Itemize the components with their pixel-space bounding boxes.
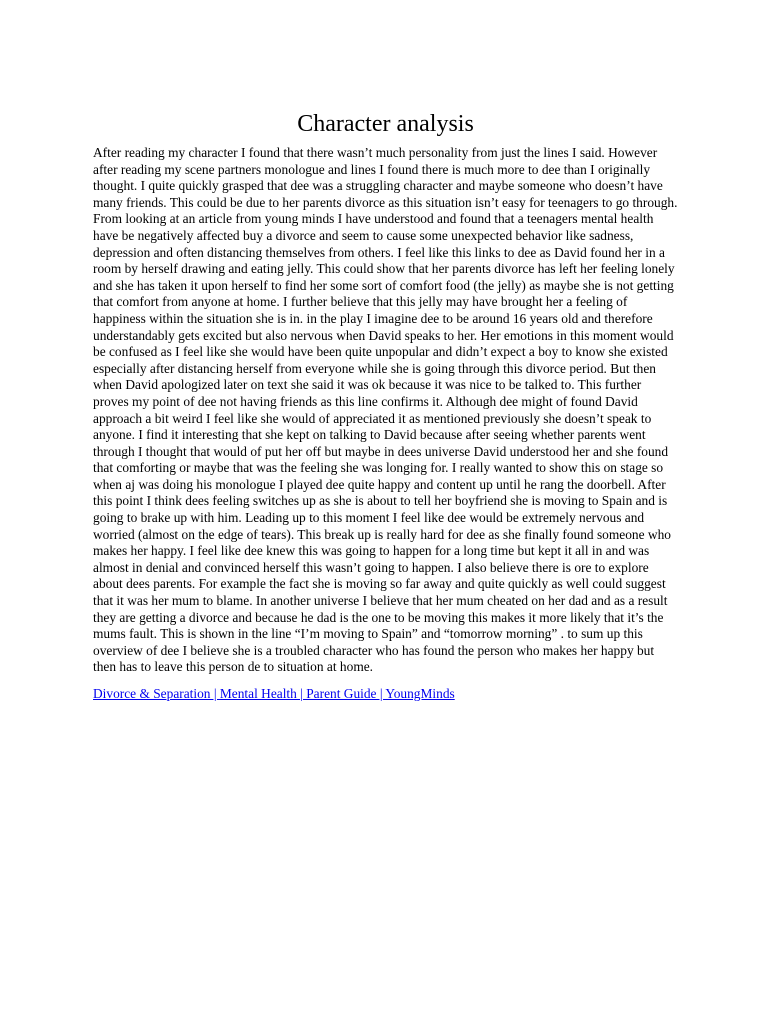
youngminds-link[interactable]: Divorce & Separation | Mental Health | Parent Guide | YoungMinds — [93, 686, 455, 701]
body-paragraph: After reading my character I found that there wasn’t much personality from just the lines I said. However after reading my scene partners monologue and lines I found there is much more to dee than I originally thought. I quite quickly grasped that dee was a struggling character and maybe someone who doesn’t have many friends. This could be due to her parents divorce as this situation isn’t easy for teenagers to go through. From looking at an article from young minds I have understood and found that a teenagers mental health have be negatively affected buy a divorce and seem to cause some unexpected behavior like sadness, depression and often distancing themselves from others. I feel like this links to dee as David found her in a room by herself drawing and eating jelly. This could show that her parents divorce has left her feeling lonely and she has taken it upon herself to find her some sort of comfort food (the jelly) as maybe she is not getting that comfort from anyone at home. I further believe that this jelly may have brought her a feeling of happiness within the situation she is in. in the play I imagine dee to be around 16 years old and therefore understandably gets excited but also nervous when David speaks to her. Her emotions in this moment would be confused as I feel like she would have been quite unpopular and didn’t expect a boy to know she existed especially after distancing herself from everyone while she is going through this divorce period. But then when David apologized later on text she said it was ok because it was nice to be talked to. This further proves my point of dee not having friends as this line confirms it. Although dee might of found David approach a bit weird I feel like she would of appreciated it as mentioned previously she doesn’t speak to anyone. I find it interesting that she kept on talking to David because after seeing whether parents went through I thought that would of put her off but maybe in dees universe David understood her and she found that comforting or maybe that was the feeling she was longing for. I really wanted to show this on stage so when aj was doing his monologue I played dee quite happy and content up until he rang the doorbell. After this point I think dees feeling switches up as she is about to tell her boyfriend she is moving to Spain and is going to brake up with him. Leading up to this moment I feel like dee would be extremely nervous and worried (almost on the edge of tears). This break up is really hard for dee as she finally found someone who makes her happy. I feel like dee knew this was going to happen for a long time but kept it all in and was almost in denial and convinced herself this wasn’t going to happen. I also believe there is ore to explore about dees parents. For example the fact she is moving so far away and quite quickly as well could suggest that it was her mum to blame. In another universe I believe that her mum cheated on her dad and as a result they are getting a divorce and because he dad is the one to be moving this makes it more likely that it’s the mums fault. This is shown in the line “I’m moving to Spain” and “tomorrow morning” . to sum up this overview of dee I believe she is a troubled character who has found the person who makes her happy but then has to leave this person de to situation at home. — [93, 145, 678, 675]
document-page — [93, 109, 678, 703]
page-title: Character analysis — [297, 111, 474, 137]
